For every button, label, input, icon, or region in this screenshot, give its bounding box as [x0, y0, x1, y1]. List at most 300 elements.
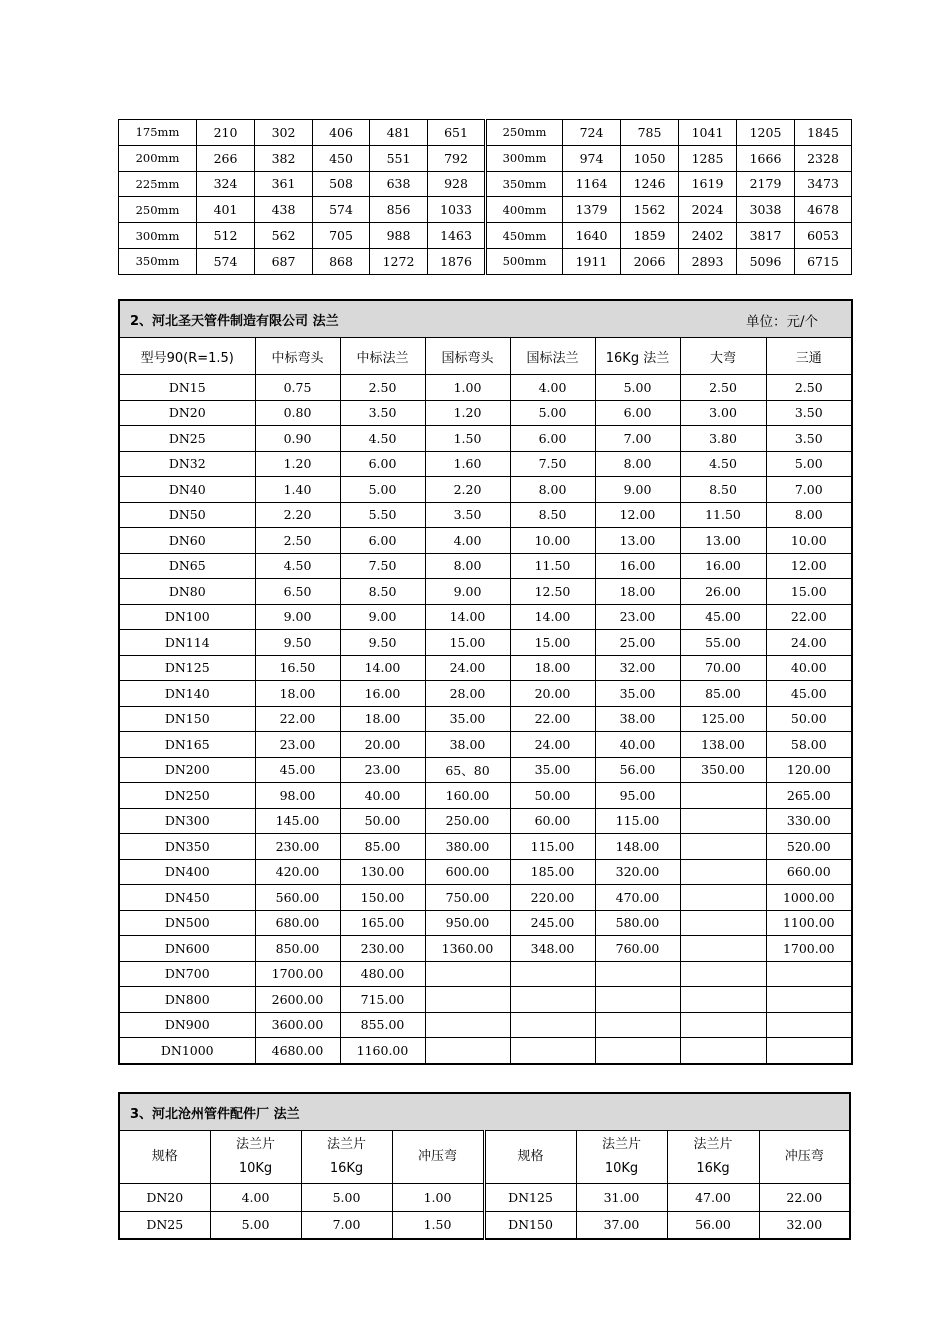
table-cell: 11.50 [680, 502, 766, 528]
column-header [576, 1131, 667, 1184]
table-cell [510, 1012, 595, 1038]
table-cell: 5.00 [595, 375, 680, 401]
table-cell: 8.50 [510, 502, 595, 528]
table-row [119, 808, 852, 834]
table-cell: 56.00 [667, 1211, 759, 1239]
table-row [119, 757, 852, 783]
table-cell: DN140 [119, 681, 255, 707]
table-cell: 13.00 [595, 528, 680, 554]
table-cell: 1.20 [255, 451, 340, 477]
table-cell: 0.75 [255, 375, 340, 401]
table-cell: 13.00 [680, 528, 766, 554]
table-cell: 660.00 [766, 859, 852, 885]
table-row [119, 120, 852, 146]
table-cell: 1050 [621, 145, 679, 171]
table-cell: 1000.00 [766, 885, 852, 911]
table-cell: 85.00 [680, 681, 766, 707]
table-cell: 705 [313, 223, 370, 249]
table-cell: 50.00 [340, 808, 425, 834]
table-cell: 562 [255, 223, 313, 249]
table-row [119, 553, 852, 579]
table-row [119, 655, 852, 681]
table-cell [595, 961, 680, 987]
table-cell: 3817 [737, 223, 795, 249]
table-cell: 14.00 [510, 604, 595, 630]
table-cell: 225mm [119, 171, 197, 197]
table-cell: 574 [197, 248, 255, 274]
table-cell: 7.00 [301, 1211, 392, 1239]
table-cell: 10.00 [510, 528, 595, 554]
table-cell: 35.00 [595, 681, 680, 707]
table-cell: 2179 [737, 171, 795, 197]
table-cell: 1.00 [425, 375, 510, 401]
table-cell: 25.00 [595, 630, 680, 656]
column-header: 大弯 [680, 338, 766, 375]
table-cell: DN900 [119, 1012, 255, 1038]
table-cell: 11.50 [510, 553, 595, 579]
table-cell: 40.00 [766, 655, 852, 681]
table-cell: 50.00 [510, 783, 595, 809]
table-cell: 785 [621, 120, 679, 146]
table-cell: 266 [197, 145, 255, 171]
table-cell: 2.50 [766, 375, 852, 401]
table-cell: 165.00 [340, 910, 425, 936]
table-cell: 3.50 [766, 400, 852, 426]
table-cell: 680.00 [255, 910, 340, 936]
table-cell: 85.00 [340, 834, 425, 860]
table-cell: 1360.00 [425, 936, 510, 962]
table-cell: DN60 [119, 528, 255, 554]
table-cell: DN80 [119, 579, 255, 605]
table-cell: 1463 [428, 223, 486, 249]
table-cell: 20.00 [510, 681, 595, 707]
table-cell: 14.00 [340, 655, 425, 681]
table-row [119, 171, 852, 197]
table-cell: 5.00 [766, 451, 852, 477]
table-cell: 265.00 [766, 783, 852, 809]
table-cell: 438 [255, 197, 313, 223]
section-title: 2、河北圣天管件制造有限公司 法兰 [130, 313, 339, 329]
table-cell: 1911 [563, 248, 621, 274]
table-row [119, 197, 852, 223]
table-cell: 508 [313, 171, 370, 197]
column-header-line: 冲压弯 [417, 1149, 457, 1164]
table-cell: 382 [255, 145, 313, 171]
table-cell: 22.00 [759, 1184, 850, 1212]
table-cell: 200mm [119, 145, 197, 171]
table-cell: 350mm [486, 171, 563, 197]
table-cell: 3600.00 [255, 1012, 340, 1038]
table-cell: DN15 [119, 375, 255, 401]
table-cell: 9.50 [340, 630, 425, 656]
table-cell: 12.50 [510, 579, 595, 605]
table-row [119, 400, 852, 426]
table-cell: 2.20 [255, 502, 340, 528]
table-cell: 1285 [679, 145, 737, 171]
table-row [119, 885, 852, 911]
table-cell: 210 [197, 120, 255, 146]
table-cell: 16.00 [680, 553, 766, 579]
table-cell: 18.00 [255, 681, 340, 707]
table-cell: DN800 [119, 987, 255, 1013]
table-cell: 4.50 [680, 451, 766, 477]
table-cell [680, 987, 766, 1013]
table-cell: 2402 [679, 223, 737, 249]
table-row [119, 375, 852, 401]
table-cell: 6.00 [340, 451, 425, 477]
table-cell: DN25 [119, 426, 255, 452]
section-title: 3、河北沧州管件配件厂 法兰 [119, 1093, 850, 1131]
table-cell: 45.00 [680, 604, 766, 630]
column-header-line: 规格 [151, 1149, 178, 1164]
table-cell [425, 1012, 510, 1038]
column-header-line: 10Kg [238, 1161, 273, 1176]
table-cell: 24.00 [425, 655, 510, 681]
table-cell: 22.00 [510, 706, 595, 732]
table-cell: 12.00 [595, 502, 680, 528]
table-cell: 7.50 [340, 553, 425, 579]
table-cell: 2066 [621, 248, 679, 274]
table-cell: 98.00 [255, 783, 340, 809]
column-header [392, 1131, 484, 1184]
table-cell: 40.00 [340, 783, 425, 809]
table-cell: 1562 [621, 197, 679, 223]
table-cell: DN20 [119, 400, 255, 426]
table-cell: 480.00 [340, 961, 425, 987]
table-cell: DN250 [119, 783, 255, 809]
table-cell: 500mm [486, 248, 563, 274]
table-cell: 160.00 [425, 783, 510, 809]
table-cell: 724 [563, 120, 621, 146]
table-cell: 3.50 [340, 400, 425, 426]
table-cell: 330.00 [766, 808, 852, 834]
table-cell: 56.00 [595, 757, 680, 783]
table-cell: DN700 [119, 961, 255, 987]
table-cell: 300mm [486, 145, 563, 171]
table-cell: 300mm [119, 223, 197, 249]
table-cell: 1041 [679, 120, 737, 146]
table-cell [680, 910, 766, 936]
table-row [119, 681, 852, 707]
table-cell [510, 1038, 595, 1064]
table-row [119, 502, 852, 528]
table-cell: DN25 [119, 1211, 210, 1239]
table-cell: 8.00 [510, 477, 595, 503]
table-cell: DN300 [119, 808, 255, 834]
table-cell: 8.50 [680, 477, 766, 503]
table-cell: 792 [428, 145, 486, 171]
table-cell: 6.00 [510, 426, 595, 452]
column-header-line: 10Kg [604, 1161, 639, 1176]
table-cell: 8.50 [340, 579, 425, 605]
table-cell: 1272 [370, 248, 428, 274]
table-cell: 1876 [428, 248, 486, 274]
column-header: 国标弯头 [425, 338, 510, 375]
table-cell [680, 1038, 766, 1064]
table-cell [595, 1012, 680, 1038]
table-row [119, 732, 852, 758]
table-cell: 38.00 [425, 732, 510, 758]
table-cell: 6715 [795, 248, 852, 274]
table-cell: 3.50 [766, 426, 852, 452]
column-header [119, 1131, 210, 1184]
price-table-cangzhou-flange [118, 1092, 851, 1240]
table-cell: 8.00 [766, 502, 852, 528]
table-cell [766, 961, 852, 987]
table-cell: 1.20 [425, 400, 510, 426]
table-cell: 950.00 [425, 910, 510, 936]
table-cell: DN114 [119, 630, 255, 656]
table-cell: 4.00 [425, 528, 510, 554]
table-cell: 7.00 [766, 477, 852, 503]
table-cell: 115.00 [510, 834, 595, 860]
table-row [119, 936, 852, 962]
table-cell: DN150 [119, 706, 255, 732]
table-row [119, 834, 852, 860]
table-cell: 15.00 [766, 579, 852, 605]
table-cell: 65、80 [425, 757, 510, 783]
table-cell: 250mm [119, 197, 197, 223]
table-cell: 350.00 [680, 757, 766, 783]
table-row [119, 859, 852, 885]
column-header [484, 1131, 576, 1184]
table-cell: 22.00 [255, 706, 340, 732]
table-cell: 125.00 [680, 706, 766, 732]
table-row [119, 223, 852, 249]
table-cell: 3.50 [425, 502, 510, 528]
table-cell: 560.00 [255, 885, 340, 911]
table-cell: 401 [197, 197, 255, 223]
table-cell: 5.00 [301, 1184, 392, 1212]
table-cell: 4.50 [340, 426, 425, 452]
table-row [119, 1012, 852, 1038]
table-cell: 2600.00 [255, 987, 340, 1013]
table-cell: 651 [428, 120, 486, 146]
table-cell: 1164 [563, 171, 621, 197]
table-cell: DN125 [119, 655, 255, 681]
table-cell: 928 [428, 171, 486, 197]
table-cell: 40.00 [595, 732, 680, 758]
table-cell: 974 [563, 145, 621, 171]
table-cell [766, 1038, 852, 1064]
table-cell: 600.00 [425, 859, 510, 885]
table-cell: 868 [313, 248, 370, 274]
table-cell: 15.00 [425, 630, 510, 656]
column-header-line: 16Kg [696, 1161, 730, 1176]
table-cell: 8.00 [425, 553, 510, 579]
table-cell: 5.00 [340, 477, 425, 503]
table-cell [595, 987, 680, 1013]
column-header: 16Kg 法兰 [595, 338, 680, 375]
table-cell: 5.50 [340, 502, 425, 528]
table-cell: 4.50 [255, 553, 340, 579]
price-table-pipe-sizes [118, 119, 852, 275]
table-cell: 45.00 [255, 757, 340, 783]
column-header [759, 1131, 850, 1184]
table-cell: 18.00 [510, 655, 595, 681]
table-cell [766, 987, 852, 1013]
table-cell: DN1000 [119, 1038, 255, 1064]
table-row [119, 987, 852, 1013]
table-cell: 20.00 [340, 732, 425, 758]
table-cell: DN350 [119, 834, 255, 860]
table-cell: DN20 [119, 1184, 210, 1212]
table-row [119, 145, 852, 171]
table-cell: 512 [197, 223, 255, 249]
table-cell: 3.00 [680, 400, 766, 426]
table-cell: 8.00 [595, 451, 680, 477]
table-cell: DN65 [119, 553, 255, 579]
table-cell [425, 961, 510, 987]
table-cell: 16.50 [255, 655, 340, 681]
table-cell: 12.00 [766, 553, 852, 579]
table-cell: 220.00 [510, 885, 595, 911]
table-cell: 185.00 [510, 859, 595, 885]
table-cell: 10.00 [766, 528, 852, 554]
table-row [119, 1211, 850, 1239]
table-cell: 520.00 [766, 834, 852, 860]
table-cell: DN32 [119, 451, 255, 477]
table-cell [510, 987, 595, 1013]
table-cell: 120.00 [766, 757, 852, 783]
column-header-line: 法兰片 [601, 1137, 641, 1152]
table-cell: 150.00 [340, 885, 425, 911]
table-cell: 0.80 [255, 400, 340, 426]
table-cell: 32.00 [759, 1211, 850, 1239]
table-header-row [119, 1131, 850, 1184]
column-header-line: 法兰片 [693, 1137, 733, 1152]
table-row [119, 706, 852, 732]
table-cell: DN450 [119, 885, 255, 911]
column-header-line: 16Kg [329, 1161, 364, 1176]
table-row [119, 451, 852, 477]
table-cell: 250mm [486, 120, 563, 146]
table-cell: 18.00 [595, 579, 680, 605]
table-row [119, 1038, 852, 1064]
column-header-line: 法兰片 [326, 1137, 366, 1152]
table-cell [425, 1038, 510, 1064]
table-cell: 70.00 [680, 655, 766, 681]
price-table-shengtian-flange [118, 299, 853, 1065]
table-cell: 400mm [486, 197, 563, 223]
table-cell: 50.00 [766, 706, 852, 732]
table-cell: DN125 [484, 1184, 576, 1212]
table-cell: 9.00 [340, 604, 425, 630]
table-cell: 138.00 [680, 732, 766, 758]
column-header-line: 法兰片 [235, 1137, 275, 1152]
table-cell: 175mm [119, 120, 197, 146]
table-cell: 1859 [621, 223, 679, 249]
table-cell: 715.00 [340, 987, 425, 1013]
table-cell [680, 859, 766, 885]
table-cell: 23.00 [595, 604, 680, 630]
table-cell: DN200 [119, 757, 255, 783]
table-cell: 988 [370, 223, 428, 249]
table-row [119, 961, 852, 987]
table-cell: 45.00 [766, 681, 852, 707]
table-cell: 6.00 [595, 400, 680, 426]
table-cell: 7.50 [510, 451, 595, 477]
table-cell: 687 [255, 248, 313, 274]
table-cell: 23.00 [340, 757, 425, 783]
table-cell: DN40 [119, 477, 255, 503]
table-cell: 130.00 [340, 859, 425, 885]
table-row [119, 528, 852, 554]
table-cell: 4678 [795, 197, 852, 223]
column-header: 型号90(R=1.5) [119, 338, 255, 375]
table-cell: 1.50 [425, 426, 510, 452]
table-cell: 6053 [795, 223, 852, 249]
table-cell: 420.00 [255, 859, 340, 885]
table-cell [766, 1012, 852, 1038]
table-cell: 250.00 [425, 808, 510, 834]
table-cell [680, 961, 766, 987]
table-cell: 16.00 [595, 553, 680, 579]
table-row [119, 426, 852, 452]
table-cell: 4680.00 [255, 1038, 340, 1064]
column-header [667, 1131, 759, 1184]
table-cell: 1.50 [392, 1211, 484, 1239]
table-cell: 55.00 [680, 630, 766, 656]
table-cell: 7.00 [595, 426, 680, 452]
table-cell: 24.00 [766, 630, 852, 656]
table-cell: 37.00 [576, 1211, 667, 1239]
table-cell: 1246 [621, 171, 679, 197]
table-cell: 2.50 [680, 375, 766, 401]
table-cell: DN165 [119, 732, 255, 758]
table-cell: 148.00 [595, 834, 680, 860]
table-cell: 9.00 [595, 477, 680, 503]
table-cell: 1379 [563, 197, 621, 223]
table-cell: 32.00 [595, 655, 680, 681]
table-row [119, 579, 852, 605]
table-cell [680, 936, 766, 962]
table-cell: 1.40 [255, 477, 340, 503]
table-cell: 5096 [737, 248, 795, 274]
table-cell: 1.60 [425, 451, 510, 477]
table-cell: 2.50 [340, 375, 425, 401]
table-cell: 1100.00 [766, 910, 852, 936]
table-cell: 481 [370, 120, 428, 146]
table-cell: 361 [255, 171, 313, 197]
table-cell: 760.00 [595, 936, 680, 962]
table-cell: 16.00 [340, 681, 425, 707]
table-cell: 450 [313, 145, 370, 171]
column-header-line: 规格 [517, 1149, 544, 1164]
table-cell: 638 [370, 171, 428, 197]
table-cell: 1845 [795, 120, 852, 146]
table-cell: DN600 [119, 936, 255, 962]
table-cell: 1205 [737, 120, 795, 146]
table-cell: 302 [255, 120, 313, 146]
table-cell: 58.00 [766, 732, 852, 758]
table-cell: 850.00 [255, 936, 340, 962]
table-cell: 47.00 [667, 1184, 759, 1212]
table-row [119, 604, 852, 630]
table-cell: 145.00 [255, 808, 340, 834]
table-cell: 1700.00 [766, 936, 852, 962]
table-cell: 6.50 [255, 579, 340, 605]
table-cell: 6.00 [340, 528, 425, 554]
column-header: 中标弯头 [255, 338, 340, 375]
table-cell: 855.00 [340, 1012, 425, 1038]
table-cell [680, 1012, 766, 1038]
table-cell: 60.00 [510, 808, 595, 834]
table-cell: 28.00 [425, 681, 510, 707]
column-header [210, 1131, 301, 1184]
table-cell [425, 987, 510, 1013]
table-cell: 18.00 [340, 706, 425, 732]
